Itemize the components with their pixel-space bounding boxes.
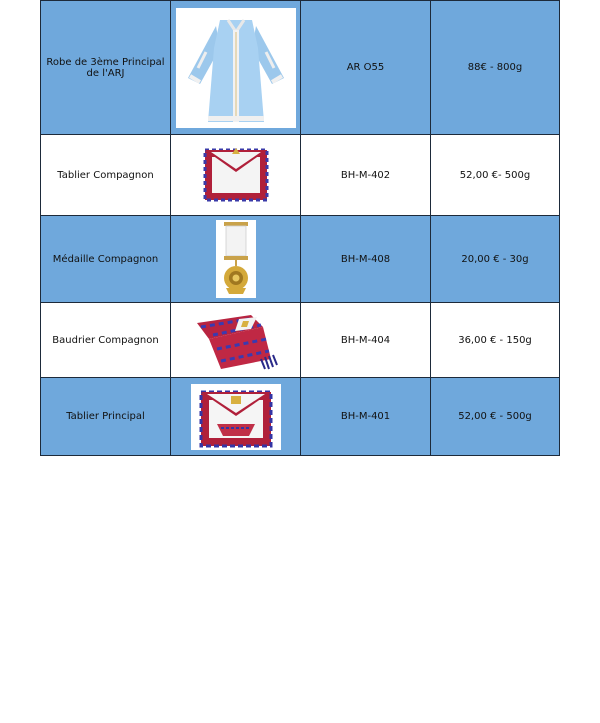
product-price: 36,00 € - 150g <box>431 303 560 378</box>
product-reference: BH-M-401 <box>301 378 431 456</box>
medal-icon <box>216 220 256 298</box>
sash-icon <box>191 309 281 371</box>
table-row <box>41 216 560 303</box>
product-name: Robe de 3ème Principal de l'ARJ <box>41 1 171 135</box>
product-reference: BH-M-408 <box>301 216 431 303</box>
product-image-cell <box>171 303 301 378</box>
table-row <box>41 135 560 216</box>
product-price: 88€ - 800g <box>431 1 560 135</box>
table-row <box>41 1 560 135</box>
principal-apron-icon <box>191 384 281 450</box>
table-row <box>41 303 560 378</box>
product-name: Tablier Principal <box>41 378 171 456</box>
product-image-cell <box>171 135 301 216</box>
product-reference: BH-M-404 <box>301 303 431 378</box>
product-image-cell <box>171 216 301 303</box>
product-reference: BH-M-402 <box>301 135 431 216</box>
product-name: Médaille Compagnon <box>41 216 171 303</box>
product-price: 20,00 € - 30g <box>431 216 560 303</box>
product-image-cell <box>171 378 301 456</box>
product-name: Tablier Compagnon <box>41 135 171 216</box>
product-price: 52,00 €- 500g <box>431 135 560 216</box>
product-table <box>40 0 560 456</box>
product-name: Baudrier Compagnon <box>41 303 171 378</box>
product-reference: AR O55 <box>301 1 431 135</box>
apron-icon <box>201 146 271 204</box>
product-image-cell <box>171 1 301 135</box>
light-blue-robe-icon <box>176 8 296 128</box>
table-row <box>41 378 560 456</box>
product-price: 52,00 € - 500g <box>431 378 560 456</box>
